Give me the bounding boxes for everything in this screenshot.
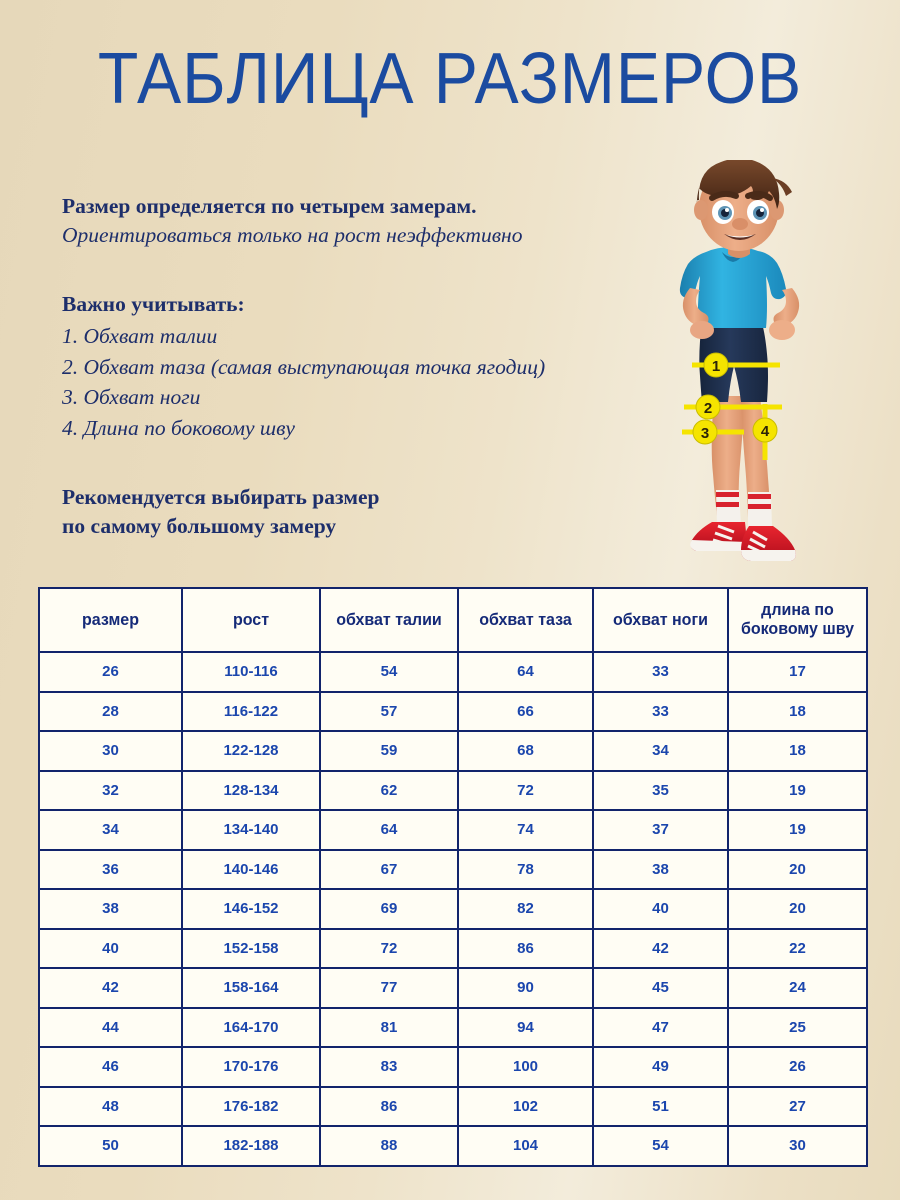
- marker-4: [753, 418, 777, 442]
- column-header-side-seam: [730, 588, 865, 652]
- table-cell: 35: [593, 771, 728, 811]
- column-header-waist: обхват талии: [322, 588, 456, 652]
- lead-bold-text: Размер определяется по четырем замерам.: [62, 194, 477, 218]
- table-cell: 74: [458, 810, 593, 850]
- table-cell: 51: [593, 1087, 728, 1127]
- column-header-hip: обхват таза: [460, 588, 591, 652]
- table-cell: 42: [593, 929, 728, 969]
- table-cell: 140-146: [182, 850, 320, 890]
- table-cell: 26: [39, 652, 182, 692]
- table-cell: 19: [728, 810, 867, 850]
- table-cell: 64: [458, 652, 593, 692]
- table-cell: 152-158: [182, 929, 320, 969]
- table-cell: 158-164: [182, 968, 320, 1008]
- marker-3: [693, 420, 717, 444]
- table-cell: 110-116: [182, 652, 320, 692]
- table-cell: 122-128: [182, 731, 320, 771]
- table-cell: 36: [39, 850, 182, 890]
- table-cell: 82: [458, 889, 593, 929]
- table-cell: 40: [39, 929, 182, 969]
- table-cell: 77: [320, 968, 458, 1008]
- table-cell: 100: [458, 1047, 593, 1087]
- boy-figure-illustration: [632, 160, 882, 580]
- table-cell: 32: [39, 771, 182, 811]
- table-cell: 44: [39, 1008, 182, 1048]
- table-cell: 69: [320, 889, 458, 929]
- table-row: [39, 731, 867, 771]
- table-cell: 134-140: [182, 810, 320, 850]
- recommendation-line-2: по самому большому замеру: [62, 513, 337, 538]
- table-cell: 27: [728, 1087, 867, 1127]
- shoes: [690, 522, 796, 561]
- table-cell: 20: [728, 889, 867, 929]
- table-cell: 62: [320, 771, 458, 811]
- table-cell: 72: [320, 929, 458, 969]
- marker-2: [696, 395, 720, 419]
- table-cell: 57: [320, 692, 458, 732]
- table-cell: 38: [39, 889, 182, 929]
- recommendation-text: [62, 483, 662, 540]
- table-cell: 68: [458, 731, 593, 771]
- marker-2-label: 2: [703, 400, 713, 417]
- instructions-block: [62, 192, 662, 540]
- table-row: [39, 929, 867, 969]
- table-cell: 34: [39, 810, 182, 850]
- table-row: [39, 889, 867, 929]
- table-cell: 182-188: [182, 1126, 320, 1166]
- table-body: [39, 652, 867, 1166]
- table-cell: 42: [39, 968, 182, 1008]
- table-row: [39, 692, 867, 732]
- table-cell: 47: [593, 1008, 728, 1048]
- list-item: 4. Длина по боковому шву: [62, 415, 295, 440]
- recommendation-line-1: Рекомендуется выбирать размер: [62, 485, 380, 509]
- table-cell: 86: [320, 1087, 458, 1127]
- table-cell: 34: [593, 731, 728, 771]
- table-cell: 33: [593, 652, 728, 692]
- table-cell: 48: [39, 1087, 182, 1127]
- table-cell: 40: [593, 889, 728, 929]
- head: [694, 160, 792, 258]
- table-cell: 72: [458, 771, 593, 811]
- column-header-height: рост: [184, 588, 318, 652]
- table-header-row: [39, 588, 867, 652]
- table-row: [39, 968, 867, 1008]
- column-header-size: размер: [41, 588, 180, 652]
- table-cell: 90: [458, 968, 593, 1008]
- table-cell: 18: [728, 731, 867, 771]
- table-cell: 102: [458, 1087, 593, 1127]
- table-row: [39, 850, 867, 890]
- table-row: [39, 1047, 867, 1087]
- table-cell: 45: [593, 968, 728, 1008]
- table-row: [39, 1126, 867, 1166]
- table-cell: 88: [320, 1126, 458, 1166]
- table-cell: 164-170: [182, 1008, 320, 1048]
- important-heading: Важно учитывать:: [62, 292, 245, 316]
- table-cell: 20: [728, 850, 867, 890]
- table-cell: 94: [458, 1008, 593, 1048]
- table-cell: 104: [458, 1126, 593, 1166]
- table-cell: 170-176: [182, 1047, 320, 1087]
- table-row: [39, 810, 867, 850]
- table-cell: 67: [320, 850, 458, 890]
- lead-italic-text: Ориентироваться только на рост неэффективно: [62, 223, 523, 247]
- table-cell: 86: [458, 929, 593, 969]
- table-cell: 30: [728, 1126, 867, 1166]
- table-cell: 54: [320, 652, 458, 692]
- table-cell: 176-182: [182, 1087, 320, 1127]
- table-cell: 24: [728, 968, 867, 1008]
- table-cell: 30: [39, 731, 182, 771]
- table-cell: 54: [593, 1126, 728, 1166]
- table-cell: 50: [39, 1126, 182, 1166]
- table-cell: 81: [320, 1008, 458, 1048]
- table-cell: 116-122: [182, 692, 320, 732]
- table-cell: 17: [728, 652, 867, 692]
- table-cell: 38: [593, 850, 728, 890]
- table-cell: 28: [39, 692, 182, 732]
- table-cell: 49: [593, 1047, 728, 1087]
- table-cell: 46: [39, 1047, 182, 1087]
- marker-3-label: 3: [700, 425, 710, 442]
- table-cell: 128-134: [182, 771, 320, 811]
- table-cell: 26: [728, 1047, 867, 1087]
- list-item: 1. Обхват талии: [62, 324, 218, 348]
- table-cell: 37: [593, 810, 728, 850]
- side-seam-line-2: боковому шву: [740, 620, 855, 638]
- table-cell: 146-152: [182, 889, 320, 929]
- table-cell: 19: [728, 771, 867, 811]
- table-row: [39, 771, 867, 811]
- table-row: [39, 1087, 867, 1127]
- marker-1-label: 1: [711, 358, 721, 375]
- list-item: 3. Обхват ноги: [62, 385, 201, 409]
- table-row: [39, 652, 867, 692]
- table-cell: 18: [728, 692, 867, 732]
- list-item: 2. Обхват таза (самая выступающая точка ягодиц): [62, 354, 546, 379]
- table-row: [39, 1008, 867, 1048]
- table-cell: 78: [458, 850, 593, 890]
- table-cell: 59: [320, 731, 458, 771]
- marker-1: [704, 353, 728, 377]
- marker-4-label: 4: [760, 423, 770, 440]
- column-header-leg: обхват ноги: [595, 588, 726, 652]
- table-cell: 83: [320, 1047, 458, 1087]
- measurement-list: [62, 321, 662, 443]
- size-table: [38, 587, 868, 1167]
- table-cell: 64: [320, 810, 458, 850]
- page-title: ТАБЛИЦА РАЗМЕРОВ: [97, 39, 803, 119]
- table-cell: 25: [728, 1008, 867, 1048]
- table-cell: 66: [458, 692, 593, 732]
- side-seam-line-1: длина по: [761, 601, 834, 619]
- table-cell: 33: [593, 692, 728, 732]
- table-cell: 22: [728, 929, 867, 969]
